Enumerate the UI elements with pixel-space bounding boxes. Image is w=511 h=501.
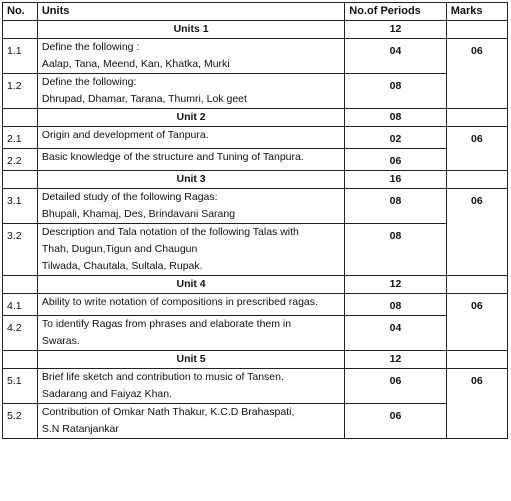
topic-description xyxy=(37,149,344,171)
unit-heading-row xyxy=(3,276,508,294)
unit-total-periods: 12 xyxy=(345,276,446,294)
header-periods: No.of Periods xyxy=(345,3,446,21)
topic-row xyxy=(3,127,508,149)
unit-total-periods: 16 xyxy=(345,171,446,189)
topic-line: Define the following : xyxy=(41,41,140,53)
unit-heading-no xyxy=(3,276,38,294)
header-no: No. xyxy=(3,3,38,21)
unit-heading-no xyxy=(3,21,38,39)
unit-heading-marks xyxy=(446,171,507,189)
unit-heading-row xyxy=(3,109,508,127)
unit-title: Unit 2 xyxy=(37,109,344,127)
unit-marks: 06 xyxy=(446,127,507,171)
topic-periods: 04 xyxy=(345,39,446,74)
topic-description xyxy=(37,74,344,109)
syllabus-table xyxy=(2,2,508,439)
topic-line: Ability to write notation of compositions in prescribed ragas. xyxy=(41,296,318,308)
unit-heading-no xyxy=(3,351,38,369)
unit-total-periods: 08 xyxy=(345,109,446,127)
topic-description xyxy=(37,224,344,276)
topic-description xyxy=(37,316,344,351)
unit-marks: 06 xyxy=(446,369,507,439)
topic-number: 4.1 xyxy=(3,294,38,316)
topic-row xyxy=(3,39,508,74)
topic-number: 2.2 xyxy=(3,149,38,171)
topic-periods: 08 xyxy=(345,74,446,109)
topic-line: Dhrupad, Dhamar, Tarana, Thumri, Lok geet xyxy=(41,93,247,105)
topic-number: 2.1 xyxy=(3,127,38,149)
topic-row xyxy=(3,369,508,404)
unit-heading-marks xyxy=(446,351,507,369)
header-units: Units xyxy=(37,3,344,21)
topic-periods: 08 xyxy=(345,224,446,276)
topic-row xyxy=(3,294,508,316)
unit-heading-row xyxy=(3,171,508,189)
topic-description xyxy=(37,39,344,74)
topic-description xyxy=(37,294,344,316)
topic-line: Define the following: xyxy=(41,76,137,88)
unit-heading-row xyxy=(3,21,508,39)
unit-marks: 06 xyxy=(446,294,507,351)
header-marks: Marks xyxy=(446,3,507,21)
unit-title: Unit 4 xyxy=(37,276,344,294)
topic-row xyxy=(3,224,508,276)
topic-row xyxy=(3,189,508,224)
unit-title: Unit 5 xyxy=(37,351,344,369)
unit-title: Unit 3 xyxy=(37,171,344,189)
topic-line: Swaras. xyxy=(41,335,80,347)
header-row xyxy=(3,3,508,21)
topic-description xyxy=(37,127,344,149)
topic-number: 4.2 xyxy=(3,316,38,351)
topic-line: Contribution of Omkar Nath Thakur, K.C.D Brahaspati, xyxy=(41,406,295,418)
topic-row xyxy=(3,404,508,439)
topic-line: To identify Ragas from phrases and elaborate them in xyxy=(41,318,292,330)
unit-heading-marks xyxy=(446,276,507,294)
topic-number: 5.1 xyxy=(3,369,38,404)
topic-description xyxy=(37,404,344,439)
syllabus-body xyxy=(3,21,508,439)
unit-total-periods: 12 xyxy=(345,351,446,369)
topic-row xyxy=(3,149,508,171)
topic-periods: 02 xyxy=(345,127,446,149)
topic-periods: 06 xyxy=(345,404,446,439)
unit-total-periods: 12 xyxy=(345,21,446,39)
unit-heading-no xyxy=(3,171,38,189)
topic-number: 3.1 xyxy=(3,189,38,224)
unit-heading-row xyxy=(3,351,508,369)
topic-row xyxy=(3,74,508,109)
topic-description xyxy=(37,189,344,224)
topic-line: S.N Ratanjankar xyxy=(41,423,119,435)
topic-line: Origin and development of Tanpura. xyxy=(41,129,209,141)
topic-line: Basic knowledge of the structure and Tuning of Tanpura. xyxy=(41,151,304,163)
topic-line: Thah, Dugun,Tigun and Chaugun xyxy=(41,243,198,255)
topic-line: Brief life sketch and contribution to music of Tansen. xyxy=(41,371,284,383)
topic-periods: 06 xyxy=(345,149,446,171)
topic-line: Sadarang and Faiyaz Khan. xyxy=(41,388,173,400)
topic-line: Bhupali, Khamaj, Des, Brindavani Sarang xyxy=(41,208,236,220)
topic-line: Description and Tala notation of the following Talas with xyxy=(41,226,299,238)
topic-number: 5.2 xyxy=(3,404,38,439)
unit-heading-no xyxy=(3,109,38,127)
topic-line: Detailed study of the following Ragas: xyxy=(41,191,218,203)
topic-periods: 04 xyxy=(345,316,446,351)
topic-periods: 06 xyxy=(345,369,446,404)
unit-heading-marks xyxy=(446,21,507,39)
topic-line: Aalap, Tana, Meend, Kan, Khatka, Murki xyxy=(41,58,230,70)
topic-periods: 08 xyxy=(345,189,446,224)
topic-row xyxy=(3,316,508,351)
topic-number: 3.2 xyxy=(3,224,38,276)
topic-description xyxy=(37,369,344,404)
unit-marks: 06 xyxy=(446,189,507,276)
topic-number: 1.1 xyxy=(3,39,38,74)
unit-heading-marks xyxy=(446,109,507,127)
topic-line: Tilwada, Chautala, Sultala, Rupak. xyxy=(41,260,203,272)
topic-number: 1.2 xyxy=(3,74,38,109)
topic-periods: 08 xyxy=(345,294,446,316)
unit-title: Units 1 xyxy=(37,21,344,39)
unit-marks: 06 xyxy=(446,39,507,109)
